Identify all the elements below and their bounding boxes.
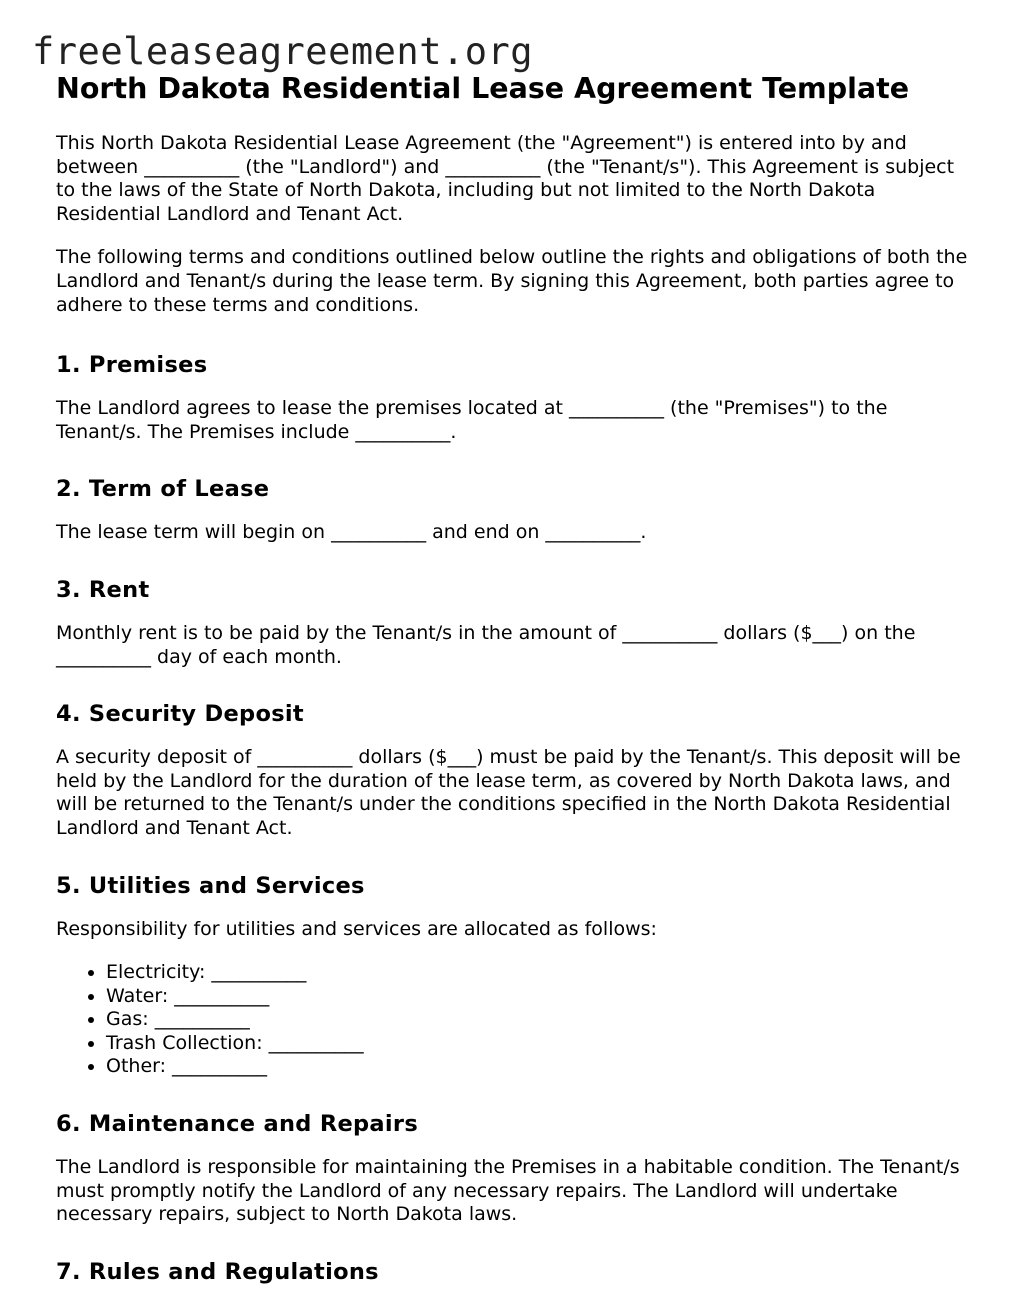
section-heading-deposit: 4. Security Deposit: [56, 701, 304, 728]
document-title: North Dakota Residential Lease Agreement Template: [56, 72, 910, 105]
utilities-list: [56, 961, 971, 1079]
list-item: • Gas: __________: [106, 1008, 971, 1032]
site-watermark: freeleaseagreement.org: [32, 30, 534, 73]
intro-paragraph-2: The following terms and conditions outlined below outline the rights and obligations of both the Landlord and Tenant/s during the lease term. By signing this Agreement, both parties agree to adhere to these terms and conditions.: [56, 246, 968, 316]
section-text-utilities: Responsibility for utilities and services are allocated as follows:: [56, 917, 657, 940]
section-text-term: The lease term will begin on __________ and end on __________.: [56, 521, 647, 544]
section-text-deposit: A security deposit of __________ dollars ($___) must be paid by the Tenant/s. This deposit will be held by the Landlord for the duration of the lease term, as covered by North Dakota laws, and will be returned to the Tenant/s under the conditions specified in the North Dakota Residential Landlord and Tenant Act.: [56, 746, 961, 839]
section-text-maintenance: The Landlord is responsible for maintaining the Premises in a habitable condition. The Tenant/s must promptly notify the Landlord of any necessary repairs. The Landlord will undertake necessary repairs, subject to North Dakota laws.: [56, 1156, 960, 1226]
section-heading-utilities: 5. Utilities and Services: [56, 872, 365, 899]
section-text-premises: The Landlord agrees to lease the premises located at __________ (the "Premises") to the Tenant/s. The Premises include __________.: [56, 397, 888, 443]
document-body: [56, 70, 971, 1304]
section-heading-rent: 3. Rent: [56, 576, 150, 603]
section-heading-term: 2. Term of Lease: [56, 476, 270, 503]
section-heading-premises: 1. Premises: [56, 352, 208, 379]
list-item: • Water: __________: [106, 985, 971, 1009]
intro-paragraph-1: This North Dakota Residential Lease Agreement (the "Agreement") is entered into by and between __________ (the "Landlord") and __________ (the "Tenant/s"). This Agreement is subject to the laws of the State of North Dakota, including but not limited to the North Dakota Residential Landlord and Tenant Act.: [56, 132, 955, 225]
section-heading-rules: 7. Rules and Regulations: [56, 1258, 379, 1285]
list-item: • Other: __________: [106, 1055, 971, 1079]
list-item: • Trash Collection: __________: [106, 1032, 971, 1056]
section-heading-maintenance: 6. Maintenance and Repairs: [56, 1111, 419, 1138]
section-text-rent: Monthly rent is to be paid by the Tenant/s in the amount of __________ dollars ($___) on the __________ day of each month.: [56, 621, 916, 668]
list-item: • Electricity: __________: [106, 961, 971, 985]
